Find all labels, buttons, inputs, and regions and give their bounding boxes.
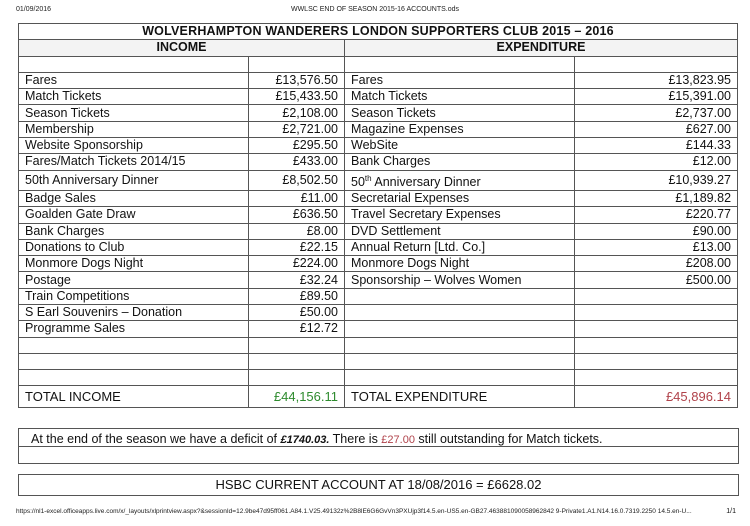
expenditure-label: Travel Secretary Expenses [345, 207, 575, 223]
expenditure-amount: £627.00 [575, 121, 738, 137]
expenditure-heading: EXPENDITURE [345, 40, 738, 56]
income-label: Monmore Dogs Night [19, 256, 249, 272]
expenditure-label: Annual Return [Ltd. Co.] [345, 239, 575, 255]
income-label: Programme Sales [19, 321, 249, 337]
table-row [19, 353, 738, 369]
expenditure-label: Magazine Expenses [345, 121, 575, 137]
page-title: WOLVERHAMPTON WANDERERS LONDON SUPPORTERS CLUB 2015 – 2016 [19, 24, 738, 40]
income-label: Donations to Club [19, 239, 249, 255]
empty-cell [249, 337, 345, 353]
print-footer-url: https://nl1-excel.officeapps.live.com/x/_layouts/xlprintview.aspx?&sessionId=12.9be47d95ff061.A84.1.V25.49132z%2B8lE6G6GvVn3PXUjp3f14.5.en-US5.en-GB27.463881090058962842 9-Private1.A1.N14.16.0.7319.2250 14.5.en-U... [16, 508, 692, 515]
table-row [19, 105, 738, 121]
income-amount: £15,433.50 [249, 89, 345, 105]
income-amount: £32.24 [249, 272, 345, 288]
expenditure-amount: £144.33 [575, 137, 738, 153]
deficit-note-box [18, 428, 739, 464]
expenditure-amount: £1,189.82 [575, 191, 738, 207]
total-expenditure-label: TOTAL EXPENDITURE [345, 386, 575, 408]
income-amount: £89.50 [249, 288, 345, 304]
income-label: Bank Charges [19, 223, 249, 239]
total-expenditure-amount: £45,896.14 [575, 386, 738, 408]
income-amount: £2,108.00 [249, 105, 345, 121]
expenditure-label: 50th Anniversary Dinner [345, 170, 575, 191]
page-number: 1/1 [726, 508, 736, 515]
empty-cell [575, 288, 738, 304]
deficit-prefix: At the end of the season we have a deficit of [31, 432, 281, 446]
expenditure-label: Season Tickets [345, 105, 575, 121]
table-row [19, 72, 738, 88]
expenditure-label: Bank Charges [345, 154, 575, 170]
expenditure-label: Sponsorship – Wolves Women [345, 272, 575, 288]
table-row [19, 223, 738, 239]
income-label: Fares/Match Tickets 2014/15 [19, 154, 249, 170]
table-row [19, 321, 738, 337]
income-amount: £224.00 [249, 256, 345, 272]
income-label: Goalden Gate Draw [19, 207, 249, 223]
divider [19, 446, 738, 447]
expenditure-amount: £90.00 [575, 223, 738, 239]
table-row [19, 337, 738, 353]
empty-cell [575, 321, 738, 337]
income-amount: £295.50 [249, 137, 345, 153]
expenditure-amount: £208.00 [575, 256, 738, 272]
income-amount: £433.00 [249, 154, 345, 170]
print-date: 01/09/2016 [16, 6, 52, 13]
empty-cell [345, 305, 575, 321]
table-row [19, 89, 738, 105]
income-amount: £2,721.00 [249, 121, 345, 137]
empty-cell [19, 370, 249, 386]
income-label: Website Sponsorship [19, 137, 249, 153]
table-row [19, 272, 738, 288]
expenditure-amount: £13,823.95 [575, 72, 738, 88]
income-amount: £11.00 [249, 191, 345, 207]
table-row [19, 137, 738, 153]
empty-cell [345, 370, 575, 386]
hsbc-balance: HSBC CURRENT ACCOUNT AT 18/08/2016 = £6628.02 [215, 477, 542, 492]
expenditure-amount: £500.00 [575, 272, 738, 288]
table-row [19, 154, 738, 170]
expenditure-label: Fares [345, 72, 575, 88]
income-amount: £12.72 [249, 321, 345, 337]
empty-cell [19, 337, 249, 353]
table-row [19, 207, 738, 223]
income-label: S Earl Souvenirs – Donation [19, 305, 249, 321]
empty-cell [345, 353, 575, 369]
empty-cell [249, 353, 345, 369]
table-row [19, 56, 738, 72]
table-row [19, 288, 738, 304]
print-file-title: WWLSC END OF SEASON 2015-16 ACCOUNTS.ods [290, 6, 460, 13]
deficit-note [31, 432, 603, 446]
empty-cell [345, 288, 575, 304]
expenditure-amount: £10,939.27 [575, 170, 738, 191]
income-label: Badge Sales [19, 191, 249, 207]
empty-cell [345, 56, 575, 72]
empty-cell [345, 321, 575, 337]
table-row [19, 256, 738, 272]
expenditure-amount: £15,391.00 [575, 89, 738, 105]
expenditure-amount: £2,737.00 [575, 105, 738, 121]
table-row [19, 370, 738, 386]
income-amount: £636.50 [249, 207, 345, 223]
expenditure-label: WebSite [345, 137, 575, 153]
income-label: Train Competitions [19, 288, 249, 304]
total-income-amount: £44,156.11 [249, 386, 345, 408]
expenditure-amount: £12.00 [575, 154, 738, 170]
expenditure-label: Secretarial Expenses [345, 191, 575, 207]
income-label: Membership [19, 121, 249, 137]
expenditure-amount: £13.00 [575, 239, 738, 255]
expenditure-label: Monmore Dogs Night [345, 256, 575, 272]
expenditure-amount: £220.77 [575, 207, 738, 223]
outstanding-amount: £27.00 [381, 434, 415, 446]
income-amount: £8,502.50 [249, 170, 345, 191]
income-label: 50th Anniversary Dinner [19, 170, 249, 191]
table-row [19, 121, 738, 137]
income-amount: £13,576.50 [249, 72, 345, 88]
empty-cell [249, 56, 345, 72]
income-amount: £8.00 [249, 223, 345, 239]
totals-row [19, 386, 738, 408]
empty-cell [575, 305, 738, 321]
income-amount: £50.00 [249, 305, 345, 321]
hsbc-box [18, 474, 739, 496]
accounts-table [18, 23, 738, 408]
expenditure-label: DVD Settlement [345, 223, 575, 239]
empty-cell [19, 56, 249, 72]
empty-cell [345, 337, 575, 353]
income-amount: £22.15 [249, 239, 345, 255]
income-label: Postage [19, 272, 249, 288]
income-label: Season Tickets [19, 105, 249, 121]
table-row [19, 239, 738, 255]
table-row [19, 191, 738, 207]
empty-cell [575, 337, 738, 353]
expenditure-label: Match Tickets [345, 89, 575, 105]
table-row [19, 305, 738, 321]
empty-cell [575, 370, 738, 386]
deficit-middle: There is [329, 432, 382, 446]
total-income-label: TOTAL INCOME [19, 386, 249, 408]
empty-cell [575, 56, 738, 72]
deficit-amount: £1740.03. [280, 434, 330, 446]
income-label: Match Tickets [19, 89, 249, 105]
deficit-suffix: still outstanding for Match tickets. [414, 432, 603, 446]
table-row [19, 170, 738, 191]
empty-cell [19, 353, 249, 369]
empty-cell [249, 370, 345, 386]
empty-cell [575, 353, 738, 369]
income-heading: INCOME [19, 40, 345, 56]
income-label: Fares [19, 72, 249, 88]
